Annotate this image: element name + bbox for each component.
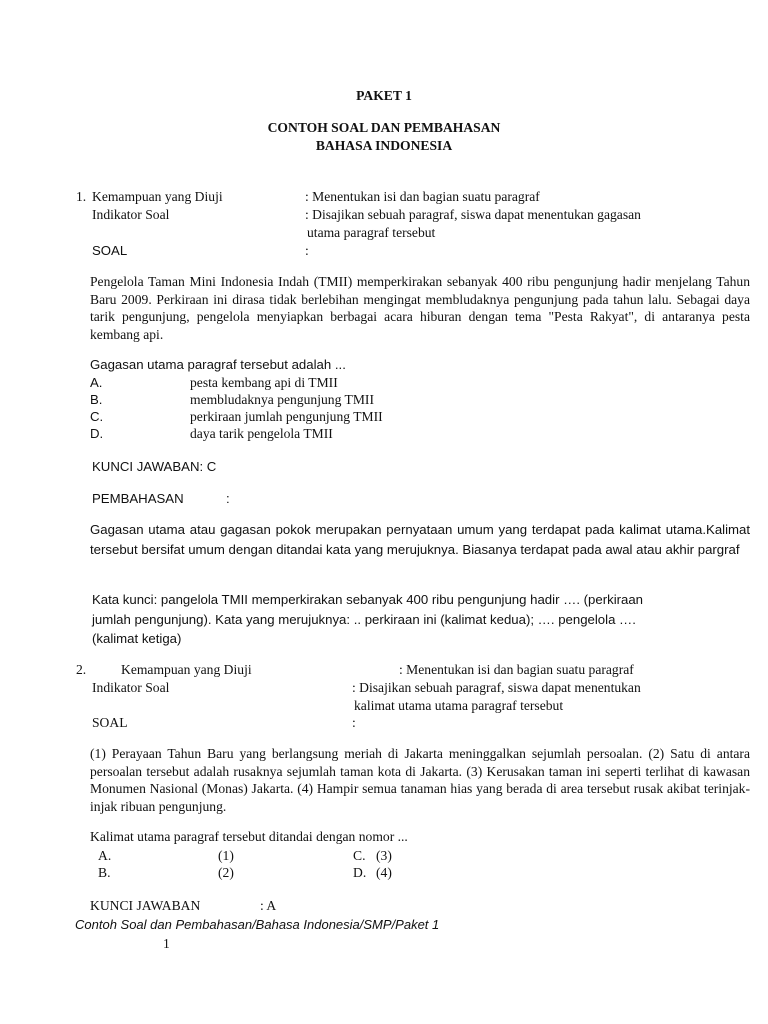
q1-number: 1.: [76, 189, 87, 204]
q1-option-c-letter: C.: [90, 409, 104, 424]
q2-option-a-text: (1): [218, 848, 234, 863]
q2-label-soal: SOAL: [92, 715, 128, 730]
document-title: CONTOH SOAL DAN PEMBAHASAN: [267, 120, 501, 135]
q1-kata-kunci-line3: (kalimat ketiga): [92, 631, 182, 646]
q1-option-a-text: pesta kembang api di TMII: [190, 375, 338, 390]
q1-kata-kunci-line2: jumlah pengunjung). Kata yang merujuknya: .. perkiraan ini (kalimat kedua); …. pengelola ….: [92, 612, 636, 627]
q1-question: Gagasan utama paragraf tersebut adalah ...: [90, 357, 346, 372]
q1-value-soal: :: [305, 243, 309, 258]
q2-question: Kalimat utama paragraf tersebut ditandai dengan nomor ...: [90, 829, 408, 844]
q2-option-b-letter: B.: [98, 865, 111, 880]
q1-pembahasan-colon: :: [226, 491, 230, 506]
page-number: 1: [163, 936, 170, 951]
q2-option-d-text: (4): [376, 865, 392, 880]
q1-option-b-letter: B.: [90, 392, 103, 407]
q1-answer-key: KUNCI JAWABAN: C: [92, 459, 217, 474]
paket-title: PAKET 1: [356, 88, 412, 103]
q2-option-c-letter: C.: [353, 848, 366, 863]
q1-option-b-text: membludaknya pengunjung TMII: [190, 392, 374, 407]
q1-label-indikator: Indikator Soal: [92, 207, 170, 222]
q1-option-c-text: perkiraan jumlah pengunjung TMII: [190, 409, 383, 424]
q2-label-indikator: Indikator Soal: [92, 680, 170, 695]
q2-value-indikator-cont: kalimat utama utama paragraf tersebut: [354, 698, 564, 713]
q2-option-c-text: (3): [376, 848, 392, 863]
q2-value-kemampuan: : Menentukan isi dan bagian suatu paragraf: [399, 662, 634, 677]
q1-kata-kunci-line1: Kata kunci: pangelola TMII memperkirakan sebanyak 400 ribu pengunjung hadir …. (perkiraan: [92, 592, 644, 607]
q2-value-soal: :: [352, 715, 356, 730]
q2-answer-key-label: KUNCI JAWABAN: [90, 898, 201, 913]
q2-label-kemampuan: Kemampuan yang Diuji: [121, 662, 252, 677]
q2-passage: (1) Perayaan Tahun Baru yang berlangsung meriah di Jakarta meninggalkan sejumlah persoalan. (2) Satu di antara persoalan tersebut adalah rusaknya sejumlah taman kota di Jakarta. (3) Kerusakan taman ini seperti terlihat di kawasan Monumen Nasional (Monas) Jakarta. (4) Hampir semua tanaman hias yang berada di area tersebut rusak akibat terinjak-injak ribuan pengunjung.: [90, 746, 750, 814]
q1-passage: Pengelola Taman Mini Indonesia Indah (TMII) memperkirakan sebanyak 400 ribu pengunjung hadir menjelang Tahun Baru 2009. Perkiraan ini dirasa tidak berlebihan mengingat membludaknya pengunjung pada tahun lalu. Sebagai daya tarik pengunjung, pengelola menyiapkan berbagai acara hiburan dengan tema "Pesta Rakyat", di antaranya pesta kembang api.: [90, 274, 750, 342]
q1-option-d-text: daya tarik pengelola TMII: [190, 426, 333, 441]
q2-answer-key-value: : A: [260, 898, 277, 913]
q1-option-a-letter: A.: [90, 375, 103, 390]
q1-value-indikator-cont: utama paragraf tersebut: [307, 225, 436, 240]
q1-value-kemampuan: : Menentukan isi dan bagian suatu paragraf: [305, 189, 540, 204]
q1-option-d-letter: D.: [90, 426, 104, 441]
document-subtitle: BAHASA INDONESIA: [315, 138, 453, 153]
page-footer: Contoh Soal dan Pembahasan/Bahasa Indonesia/SMP/Paket 1: [75, 917, 440, 932]
q1-pembahasan-text: Gagasan utama atau gagasan pokok merupakan pernyataan umum yang terdapat pada kalimat utama.Kalimat tersebut bersifat umum dengan ditandai kata yang merujuknya. Biasanya terdapat pada awal atau akhir pargraf: [90, 522, 750, 557]
q1-label-soal: SOAL: [92, 243, 128, 258]
q2-option-a-letter: A.: [98, 848, 112, 863]
q1-pembahasan-label: PEMBAHASAN: [92, 491, 184, 506]
q1-label-kemampuan: Kemampuan yang Diuji: [92, 189, 223, 204]
q2-number: 2.: [76, 662, 87, 677]
q1-value-indikator: : Disajikan sebuah paragraf, siswa dapat menentukan gagasan: [305, 207, 641, 222]
q2-value-indikator: : Disajikan sebuah paragraf, siswa dapat menentukan: [352, 680, 641, 695]
q2-option-b-text: (2): [218, 865, 234, 880]
q2-option-d-letter: D.: [353, 865, 367, 880]
